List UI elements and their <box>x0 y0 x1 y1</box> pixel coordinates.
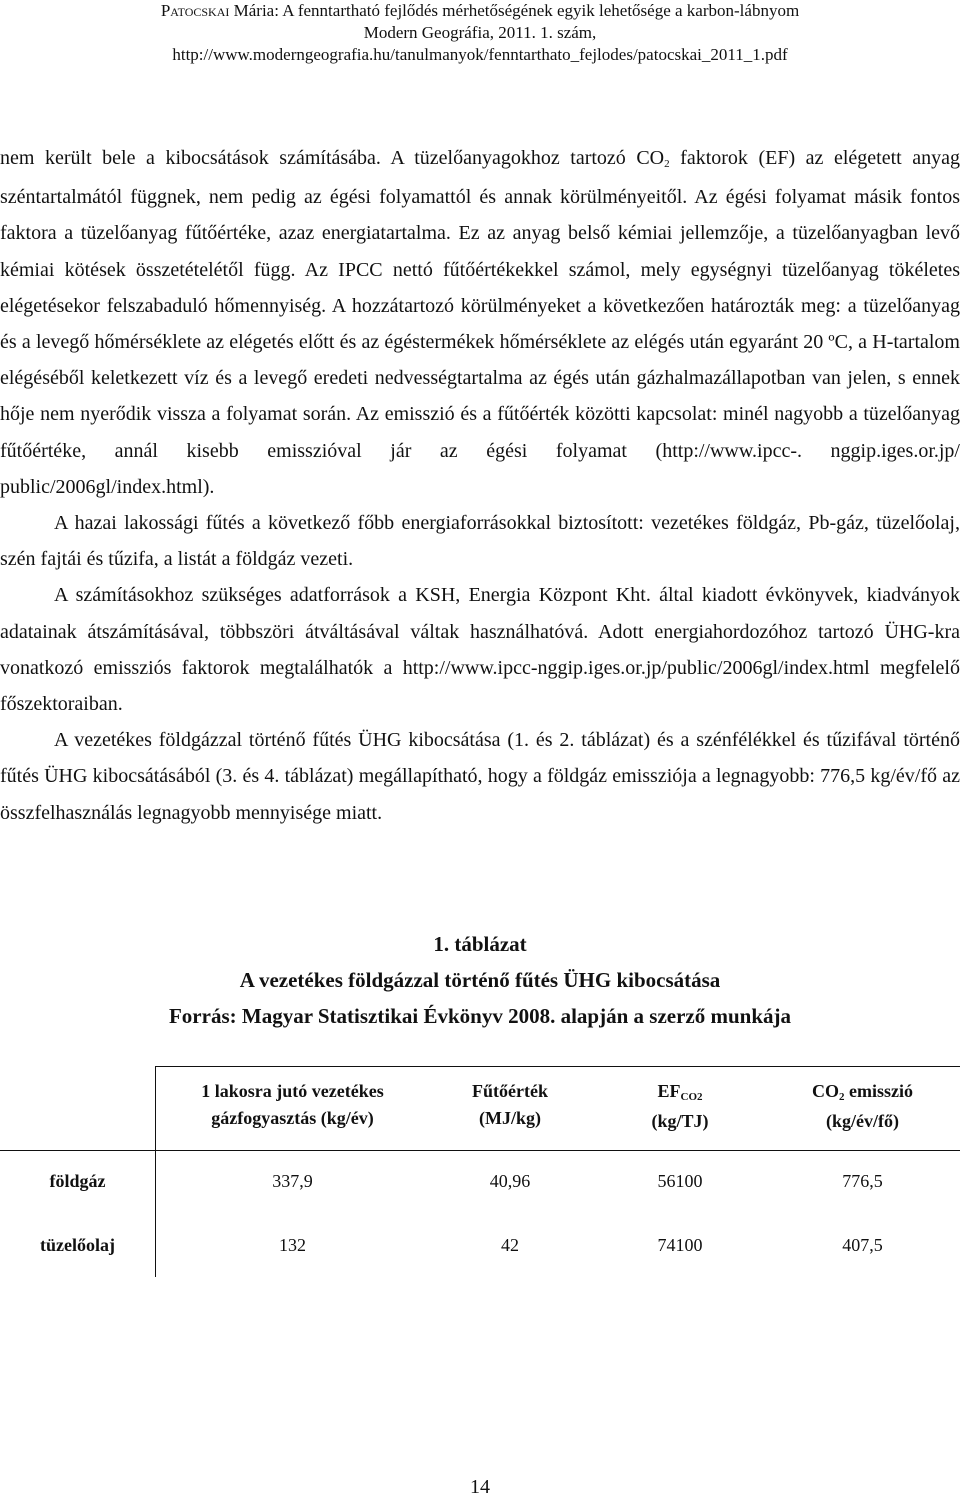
header-emission-line1 <box>775 1078 950 1108</box>
header-ef-main: EF <box>657 1081 681 1101</box>
paragraph-2: A hazai lakossági fűtés a következő főbb energiaforrásokkal biztosított: vezetékes földgáz, Pb-gáz, tüzelőolaj, szén fajtái és tűzifa, a listát a földgáz vezeti. <box>0 512 960 571</box>
header-ef <box>600 1078 760 1135</box>
header-author: Patocskai <box>160 1 230 20</box>
table-number: 1. táblázat <box>433 932 527 956</box>
header-title-line <box>0 0 960 22</box>
header-emission-sub: 2 <box>839 1091 845 1103</box>
header-emission-main: CO <box>812 1081 839 1101</box>
table-source: Forrás: Magyar Statisztikai Évkönyv 2008. alapján a szerző munkája <box>168 1004 791 1028</box>
page-number: 14 <box>470 1476 490 1498</box>
running-header <box>0 0 960 66</box>
paragraph-1-rest: faktorok (EF) az elégetett anyag széntartalmától függnek, nem pedig az égési folyamattól és annak körülményeitől. Az égési folyamat másik fontos faktora a tüzelőanyag fűtőértéke, azaz energiatartalma. Ez az anyag belső kémiai jellemzője, a tüzelőanyagban levő kémiai kötések összetételétől függ. Az IPCC nettó fűtőértékekkel számol, mely egységnyi tüzelőanyag tökéletes elégetésekor felszabaduló hőmennyiség. A hozzátartozó körülményeket a következően határozták meg: a tüzelőanyag és a levegő hőmérséklete az elégetés előtt és az égéstermékek hőmérséklete az elégés után egyaránt 20 ºC, a H-tartalom elégéséből keletkezett víz és a levegő eredeti nedvességtartalma az égés után gázhalmazállapotban van jelen, s ennek hője nem nyerődik vissza a folyamat során. Az emisszió és a fűtőérték közötti kapcsolat: minél nagyobb a tüzelőanyag fűtőértéke, annál kisebb emisszióval jár az égési folyamat (http://www.ipcc-. nggip.iges.or.jp/ public/2006gl/index.html). <box>0 147 960 498</box>
header-consumption-line1: 1 lakosra jutó vezetékes <box>201 1081 384 1101</box>
table-cell: 56100 <box>657 1171 703 1191</box>
table-cell: 74100 <box>657 1235 703 1255</box>
row-label-tuzeloolaj: tüzelőolaj <box>40 1235 115 1255</box>
header-ef-sub: CO2 <box>680 1091 703 1103</box>
header-heating-value-line2: (MJ/kg) <box>479 1108 541 1128</box>
header-ef-line2: (kg/TJ) <box>651 1111 709 1131</box>
paragraph-1-start: nem került bele a kibocsátások számításába. A tüzelőanyagokhoz tartozó CO <box>0 147 665 169</box>
header-consumption-line2: gázfogyasztás (kg/év) <box>211 1108 374 1128</box>
header-url: http://www.moderngeografia.hu/tanulmanyok/fenntarthato_fejlodes/patocskai_2011_1.pdf <box>172 45 788 64</box>
table-header-rule <box>0 1150 960 1151</box>
table-caption <box>0 926 960 1034</box>
table-cell: 132 <box>279 1235 306 1255</box>
header-journal: Modern Geográfia, 2011. 1. szám, <box>363 23 597 42</box>
header-title: Mária: A fenntartható fejlődés mérhetőségének egyik lehetősége a karbon-lábnyom <box>229 1 800 20</box>
data-table <box>0 1058 960 1278</box>
table-cell: 42 <box>501 1235 519 1255</box>
header-consumption <box>175 1078 410 1132</box>
header-emission-line2: (kg/év/fő) <box>826 1111 899 1131</box>
table-cell: 776,5 <box>842 1171 883 1191</box>
table-title: A vezetékes földgázzal történő fűtés ÜHG kibocsátása <box>239 968 721 992</box>
body-text <box>0 140 960 831</box>
table-vertical-rule <box>155 1066 156 1277</box>
paragraph-4: A vezetékes földgázzal történő fűtés ÜHG kibocsátása (1. és 2. táblázat) és a szénfélékkel és tűzifával történő fűtés ÜHG kibocsátásából (3. és 4. táblázat) megállapítható, hogy a földgáz emissziója a legnagyobb: 776,5 kg/év/fő az összfelhasználás legnagyobb mennyisége miatt. <box>0 729 960 824</box>
header-emission <box>775 1078 950 1135</box>
header-heating-value <box>430 1078 590 1132</box>
table-cell: 407,5 <box>842 1235 883 1255</box>
paragraph-1 <box>0 140 960 505</box>
header-emission-rest: emisszió <box>844 1081 913 1101</box>
row-label-foldgaz: földgáz <box>49 1171 106 1191</box>
table-cell: 337,9 <box>272 1171 313 1191</box>
table-cell: 40,96 <box>489 1171 531 1191</box>
table-top-rule <box>155 1066 960 1067</box>
header-ef-line1 <box>600 1078 760 1108</box>
header-heating-value-line1: Fűtőérték <box>472 1081 548 1101</box>
paragraph-3: A számításokhoz szükséges adatforrások a KSH, Energia Központ Kht. által kiadott évkönyvek, kiadványok adatainak átszámításával, többszöri átváltásával váltak használhatóvá. Adott energiahordozóhoz tartozó ÜHG-kra vonatkozó emissziós faktorok megtalálhatók a http://www.ipcc-nggip.iges.or.jp/public/2006gl/index.html megfelelő főszektoraiban. <box>0 584 960 716</box>
co2-subscript: 2 <box>664 158 670 170</box>
